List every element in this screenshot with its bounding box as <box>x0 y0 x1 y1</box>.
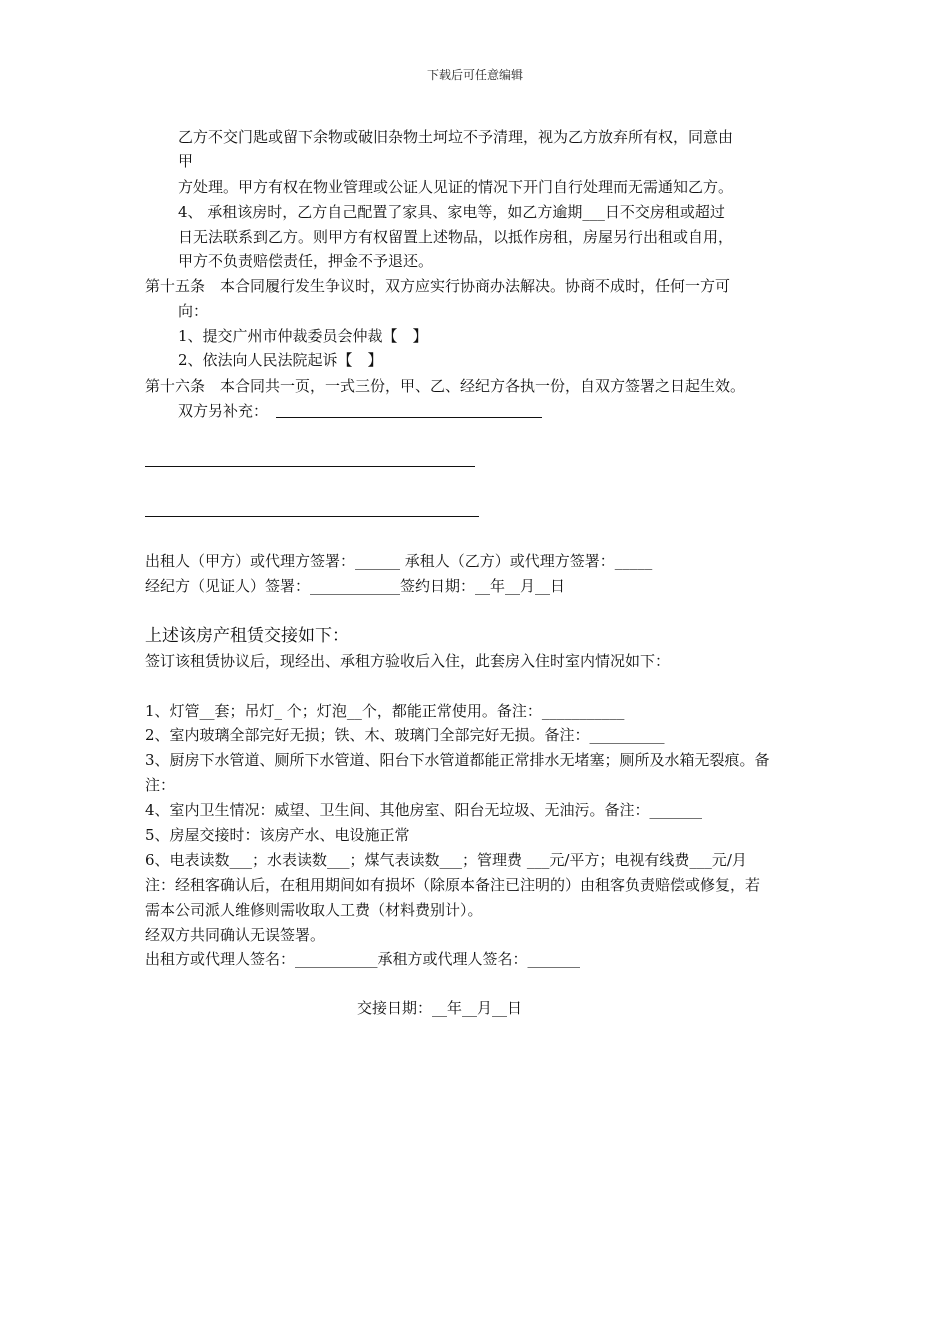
handover-item-2: 2、室内玻璃全部完好无损；铁、木、玻璃门全部完好无损。备注：__________ <box>145 726 665 744</box>
handover-item-5: 5、房屋交接时：该房产水、电设施正常 <box>145 826 410 844</box>
clause16-line1: 第十六条 本合同共一页，一式三份，甲、乙、经纪方各执一份，自双方签署之日起生效。 <box>145 377 746 395</box>
clause14-line6: 甲方不负责赔偿责任，押金不予退还。 <box>178 252 434 270</box>
handover-item-4: 4、室内卫生情况：威望、卫生间、其他房室、阳台无垃圾、无油污。备注：_______ <box>145 801 703 819</box>
signature-line-2: 经纪方（见证人）签署：____________签约日期：__年__月__日 <box>145 577 566 595</box>
clause15-line1: 第十五条 本合同履行发生争议时，双方应实行协商办法解决。协商不成时，任何一方可 <box>145 277 731 295</box>
clause14-line5: 日无法联系到乙方。则甲方有权留置上述物品，以抵作房租，房屋另行出租或自用， <box>178 228 734 246</box>
handover-item-3: 3、厨房下水管道、厕所下水管道、阳台下水管道都能正常排水无堵塞；厕所及水箱无裂痕。备 <box>145 751 770 769</box>
handover-item-6: 6、电表读数___；水表读数___；煤气表读数___；管理费 ___元/平方；电视有线费___元/月 <box>145 851 747 869</box>
clause14-line3: 方处理。甲方有权在物业管理或公证人见证的情况下开门自行处理而无需通知乙方。 <box>178 178 734 196</box>
supplement-blank-line <box>276 417 542 418</box>
clause15-option2: 2、依法向人民法院起诉【 】 <box>178 351 383 369</box>
blank-line-2 <box>145 516 479 517</box>
clause14-line2: 甲 <box>178 152 194 170</box>
page-header: 下载后可任意编辑 <box>426 68 523 82</box>
handover-note-2: 需本公司派人维修则需收取人工费（材料费别计）。 <box>145 901 483 919</box>
clause15-line2: 向： <box>178 302 209 320</box>
blank-line-1 <box>145 466 475 467</box>
handover-sign: 出租方或代理人签名：___________承租方或代理人签名：_______ <box>145 950 581 968</box>
signature-line-1: 出租人（甲方）或代理方签署：______ 承租人（乙方）或代理方签署：_____ <box>145 552 653 570</box>
handover-intro: 签订该租赁协议后，现经出、承租方验收后入住，此套房入住时室内情况如下： <box>145 652 671 670</box>
handover-confirm: 经双方共同确认无误签署。 <box>145 926 326 944</box>
clause14-line1: 乙方不交门匙或留下余物或破旧杂物土坷垃不予清理，视为乙方放弃所有权，同意由 <box>178 128 734 146</box>
clause16-supplement: 双方另补充： <box>178 402 269 420</box>
handover-note-1: 注：经租客确认后，在租用期间如有损坏（除原本备注已注明的）由租客负责赔偿或修复，若 <box>145 876 761 894</box>
handover-item-3-cont: 注： <box>145 776 176 794</box>
handover-date: 交接日期：__年__月__日 <box>357 999 523 1017</box>
clause15-option1: 1、提交广州市仲裁委员会仲裁【 】 <box>178 327 428 345</box>
handover-item-1: 1、灯管__套；吊灯_ 个；灯泡__个，都能正常使用。备注：___________ <box>145 702 625 720</box>
handover-title: 上述该房产租赁交接如下： <box>145 626 349 646</box>
clause14-line4: 4、 承租该房时，乙方自己配置了家具、家电等，如乙方逾期___日不交房租或超过 <box>178 203 725 221</box>
